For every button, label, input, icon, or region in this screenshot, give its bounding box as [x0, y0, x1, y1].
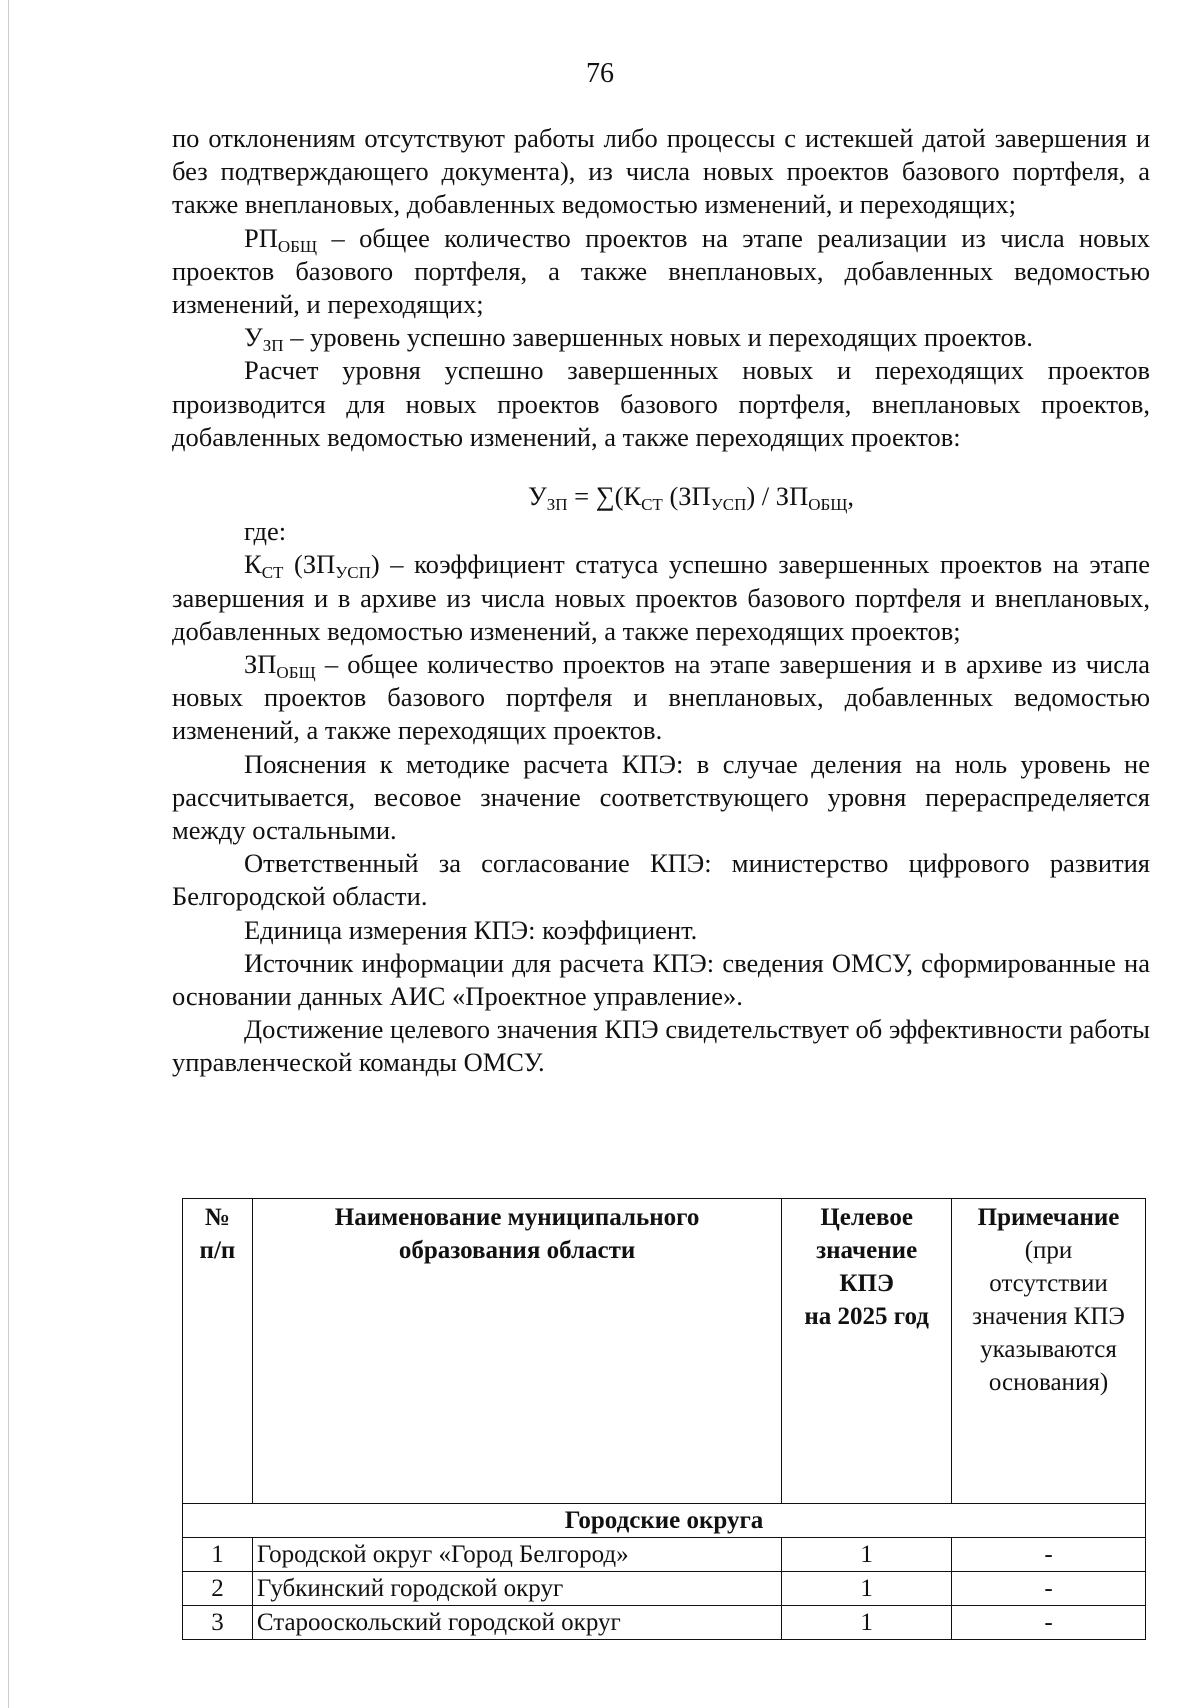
paragraph-zp-total: $ЗП_{ОБЩ}$ – общее количество проектов на этапе завершения и в архиве из числа новых проектов базового портфеля и внеплановых, добавленных ведомостью изменений, а также переходящих проектов. — [172, 649, 1150, 746]
row-number: 1 — [183, 1538, 253, 1572]
paragraph-rp-text: – общее количество проектов на этапе реализации из числа новых проектов базового портфеля, а также внеплановых, добавленных ведомостью изменений, и переходящих; — [172, 222, 1150, 320]
kpe-table — [182, 1198, 1146, 1640]
row-value: 1 — [782, 1572, 952, 1606]
paragraph-calculation: Расчет уровня успешно завершенных новых и переходящих проектов производится для новых проектов базового портфеля, внеплановых проектов, добавленных ведомостью изменений, а также переходящих проектов: — [172, 355, 1150, 452]
header-note: Примечание (при отсутствии значения КПЭ указываются основания) — [952, 1199, 1146, 1504]
table-header-row — [183, 1199, 1146, 1504]
row-note: - — [952, 1572, 1146, 1606]
symbol-u: У — [244, 322, 263, 353]
where-label: где: — [244, 516, 287, 547]
header-target: Целевое значение КПЭ на 2025 год — [782, 1199, 952, 1504]
row-value: 1 — [782, 1606, 952, 1640]
paragraph-rp-total — [172, 222, 1150, 322]
row-name: Городской округ «Город Белгород» — [252, 1538, 781, 1572]
paragraph-1: по отклонениям отсутствуют работы либо процессы с истекшей датой завершения и без подтверждающего документа), из числа новых проектов базового портфеля, а также внеплановых, добавленных ведомостью изменений, и переходящих; — [172, 123, 1150, 220]
table-row — [183, 1538, 1146, 1572]
subscript-obsh: ОБЩ — [277, 236, 318, 256]
row-note: - — [952, 1606, 1146, 1640]
row-number: 2 — [183, 1572, 253, 1606]
row-note: - — [952, 1538, 1146, 1572]
symbol-rp: РП — [244, 222, 278, 253]
paragraph-achievement: Достижение целевого значения КПЭ свидетельствует об эффективности работы управленческой команды ОМСУ. — [172, 1014, 1150, 1078]
paragraph-unit: Единица измерения КПЭ: коэффициент. — [244, 914, 698, 945]
group-title: Городские округа — [183, 1504, 1146, 1538]
row-value: 1 — [782, 1538, 952, 1572]
header-name: Наименование муниципального образования области — [252, 1199, 781, 1504]
paragraph-explanation: Пояснения к методике расчета КПЭ: в случае деления на ноль уровень не рассчитывается, весовое значение соответствующего уровня перераспределяется между остальными. — [172, 748, 1150, 846]
row-name: Губкинский городской округ — [252, 1572, 781, 1606]
page-number: 76 — [586, 58, 614, 89]
paragraph-uzp-text: – уровень успешно завершенных новых и переходящих проектов. — [283, 322, 1033, 353]
row-number: 3 — [183, 1606, 253, 1640]
paragraph-source: Источник информации для расчета КПЭ: сведения ОМСУ, сформированные на основании данных АИС «Проектное управление». — [172, 947, 1150, 1012]
paragraph-responsible: Ответственный за согласование КПЭ: министерство цифрового развития Белгородской области. — [172, 848, 1150, 912]
document-body — [172, 122, 1150, 1080]
header-number: № п/п — [183, 1199, 253, 1504]
table-group-row — [183, 1504, 1146, 1538]
table-row — [183, 1572, 1146, 1606]
paragraph-uzp — [172, 321, 1150, 354]
table-row — [183, 1606, 1146, 1640]
page-edge-line — [8, 0, 9, 1708]
row-name: Старооскольский городской округ — [252, 1606, 781, 1640]
paragraph-kst: $К_{СТ}$ $(ЗП_{УСП})$ – коэффициент статуса успешно завершенных проектов на этапе завершения и в архиве из числа новых проектов базового портфеля и внеплановых, добавленных ведомостью изменений, а также переходящих проектов; — [172, 549, 1150, 646]
subscript-zp: ЗП — [262, 336, 284, 356]
formula: $У_{ЗП} = \sum(К_{СТ}$ $(ЗП_{УСП}) / ЗП_{ОБЩ}$, — [527, 481, 855, 515]
